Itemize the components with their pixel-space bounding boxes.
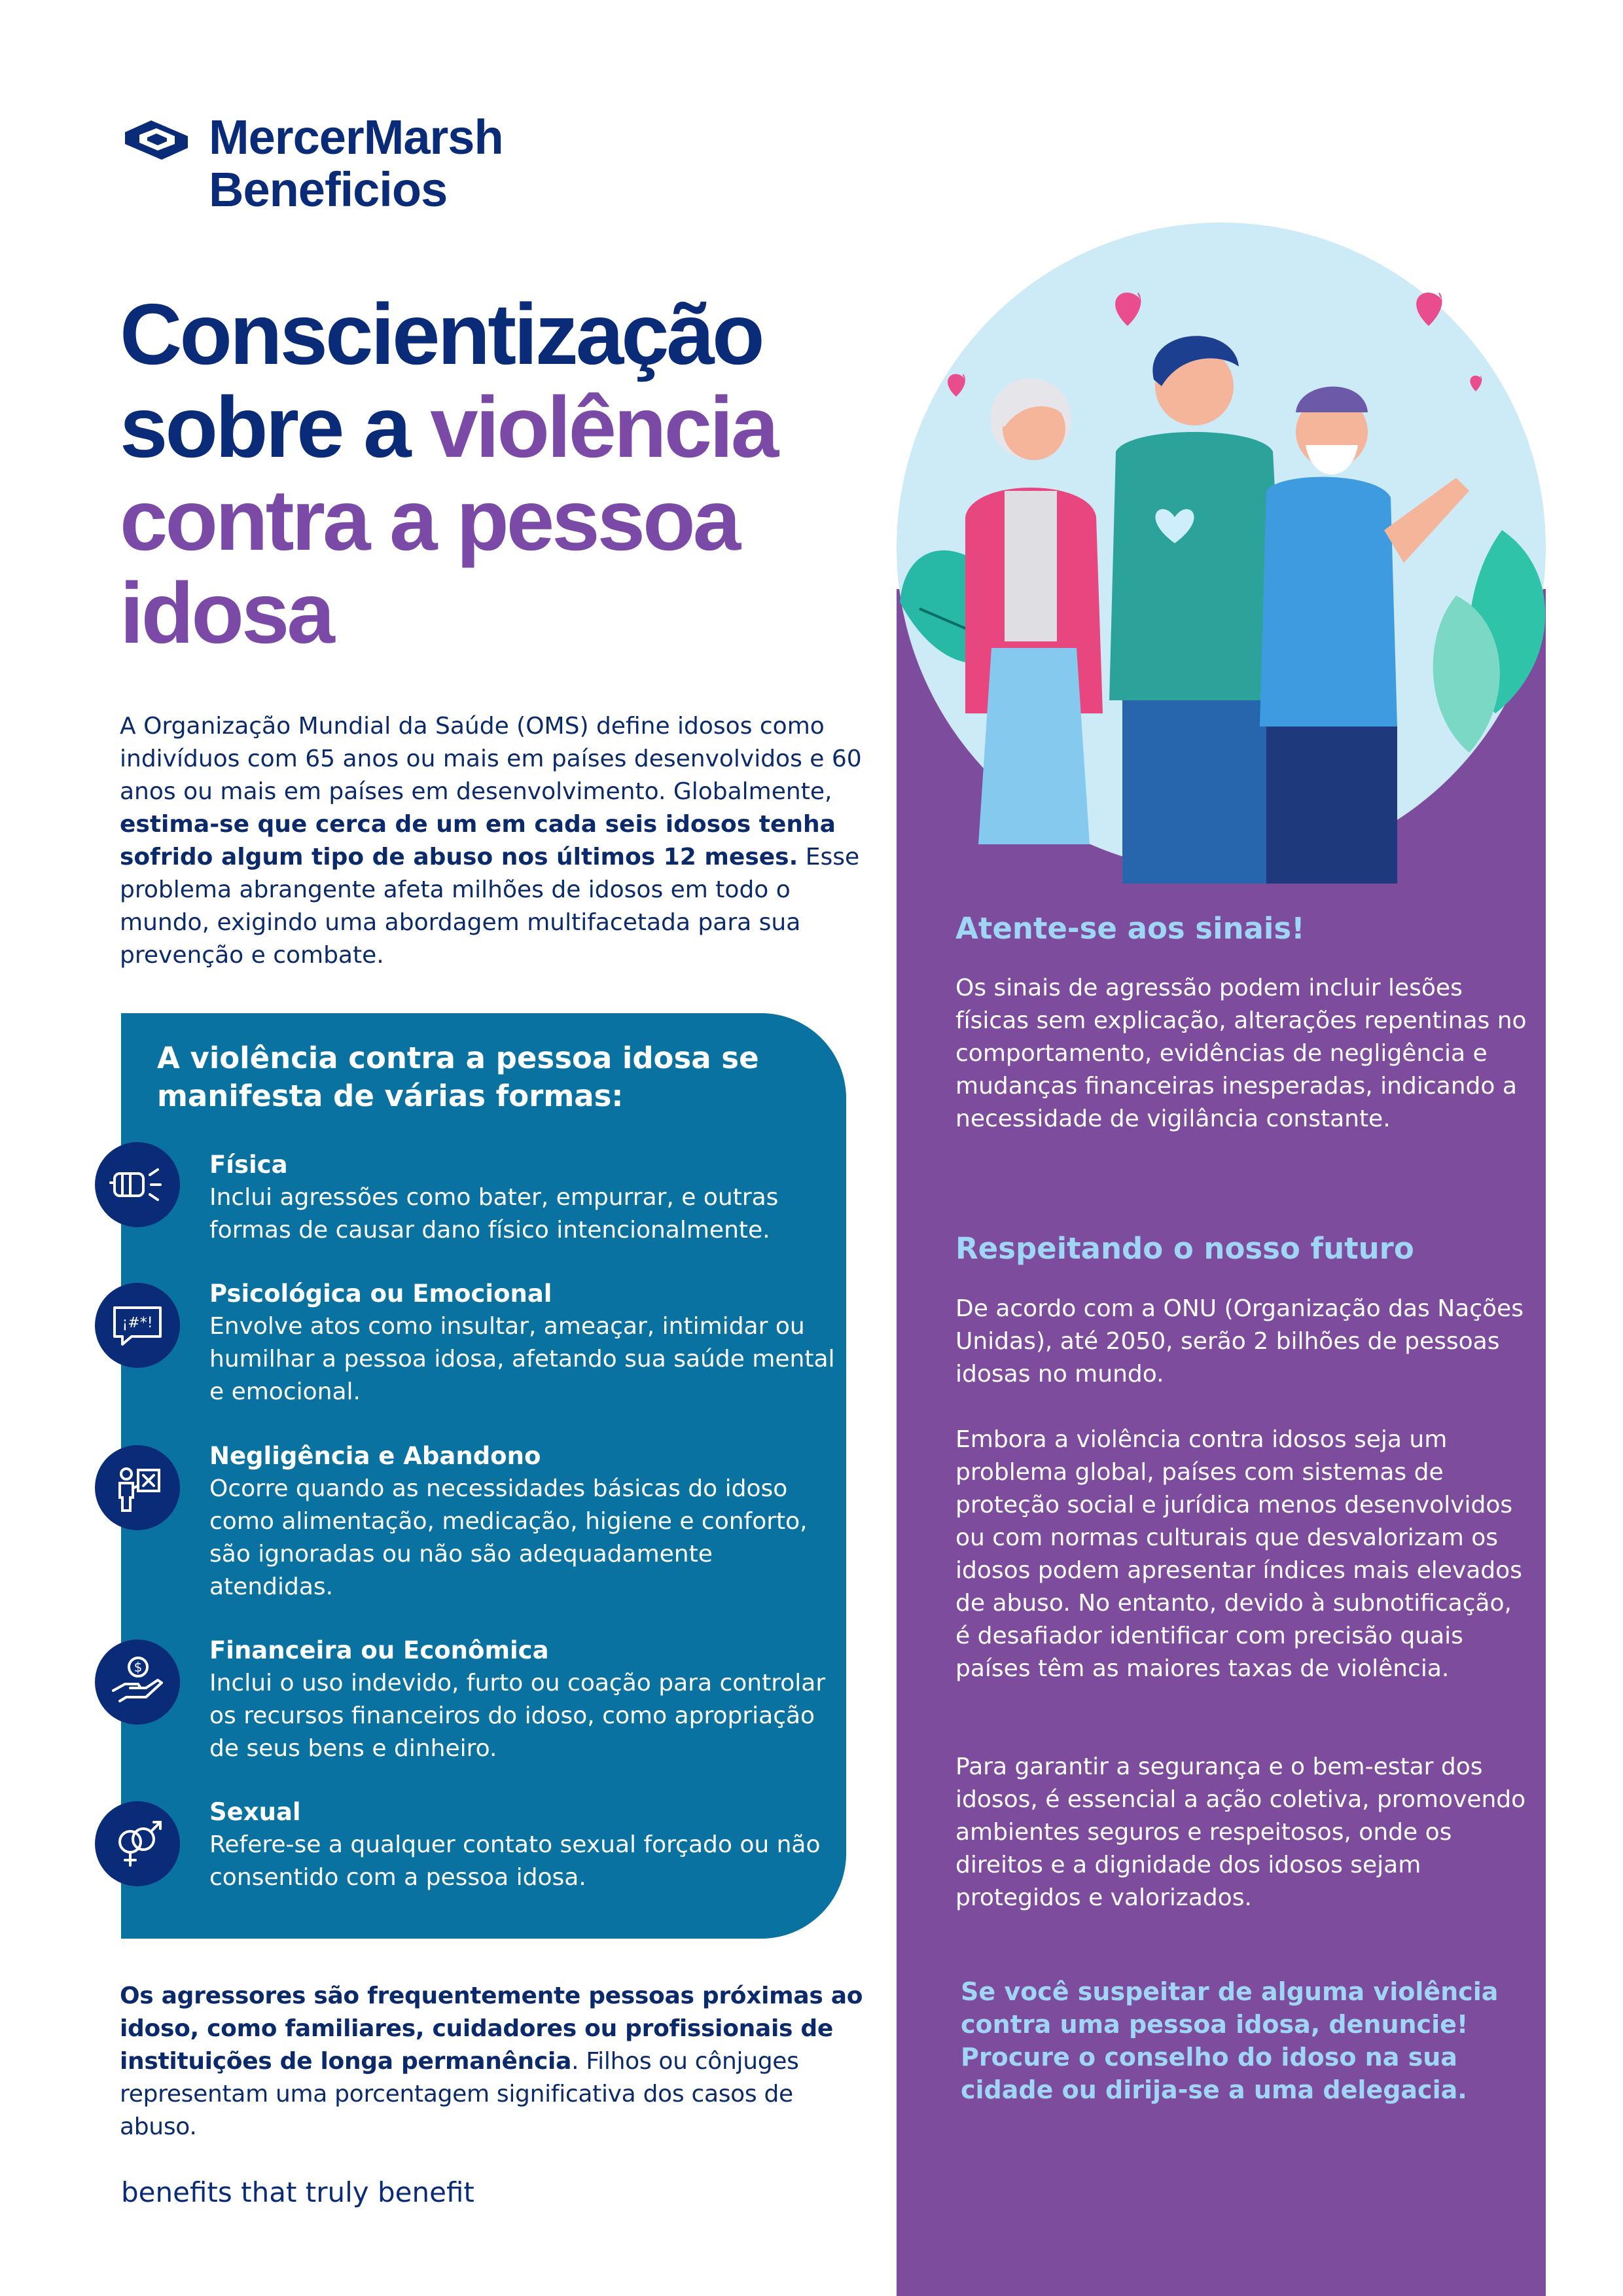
- form-title: Psicológica ou Emocional: [209, 1280, 552, 1308]
- title-line4: idosa: [120, 565, 332, 661]
- intro-text-1: A Organização Mundial da Saúde (OMS) define idosos como indivíduos com 65 anos ou mais em países desenvolvidos e 60 anos ou mais em países em desenvolvimento. Globalmente,: [120, 713, 862, 805]
- form-fisica: [209, 1149, 838, 1247]
- future-paragraph-3: Para garantir a segurança e o bem-estar dos idosos, é essencial a ação coletiva, promovendo ambientes seguros e respeitosos, onde os direitos e a dignidade dos idosos sejam protegidos e valorizados.: [955, 1753, 1526, 1911]
- report-call-to-action: Se você suspeitar de alguma violência contra uma pessoa idosa, denuncie! Procure o conselho do idoso na sua cidade ou dirija-se a uma delegacia.: [961, 1977, 1499, 2104]
- brand-tagline: benefits that truly benefit: [121, 2176, 474, 2208]
- punch-icon: [95, 1142, 180, 1227]
- form-title: Financeira ou Econômica: [209, 1636, 549, 1664]
- form-sexual: [209, 1796, 838, 1894]
- svg-text:$: $: [134, 1659, 143, 1675]
- signs-text: Os sinais de agressão podem incluir lesões físicas sem explicação, alterações repentinas no comportamento, evidências de negligência e mudanças financeiras inesperadas, indicando a necessidade de vigilância constante.: [955, 975, 1527, 1132]
- brand-name-line1: MercerMarsh: [209, 110, 503, 164]
- title-line3: contra a pessoa: [120, 472, 739, 568]
- mercer-marsh-logo-icon: [120, 117, 193, 164]
- aggressors-note: [120, 1980, 872, 2144]
- form-description: Ocorre quando as necessidades básicas do idoso como alimentação, medicação, higiene e conforto, são ignoradas ou não são adequadamente atendidas.: [209, 1475, 808, 1600]
- form-title: Física: [209, 1151, 288, 1179]
- form-description: Inclui o uso indevido, furto ou coação para controlar os recursos financeiros do idoso, como apropriação de seus bens e dinheiro.: [209, 1670, 826, 1762]
- elderly-family-illustration: [880, 255, 1562, 884]
- intro-highlight: estima-se que cerca de um em cada seis idosos tenha sofrido algum tipo de abuso nos últimos 12 meses.: [120, 811, 836, 870]
- intro-text-2: Esse problema abrangente afeta milhões de idosos em todo o mundo, exigindo uma abordagem multifacetada para sua prevenção e combate.: [120, 844, 860, 969]
- future-paragraph-2: Embora a violência contra idosos seja um problema global, países com sistemas de proteção social e jurídica menos desenvolvidos ou com normas culturais que desvalorizam os idosos podem apresentar índices mais elevados de abuso. No entanto, devido à subnotificação, é desafiador identificar com precisão quais países têm as maiores taxas de violência.: [955, 1426, 1522, 1682]
- brand-logo: [120, 111, 503, 216]
- form-negligencia: [209, 1440, 838, 1604]
- cursing-speech-icon: [95, 1283, 180, 1368]
- aggressors-note-rest: . Filhos ou cônjuges representam uma porcentagem significativa dos casos de abuso.: [120, 2048, 799, 2140]
- intro-paragraph: [120, 710, 872, 972]
- form-description: Envolve atos como insultar, ameaçar, intimidar ou humilhar a pessoa idosa, afetando sua saúde mental e emocional.: [209, 1313, 835, 1405]
- form-title: Sexual: [209, 1798, 301, 1826]
- title-highlight: violência: [430, 379, 777, 475]
- svg-text:¡#*!: ¡#*!: [122, 1315, 153, 1331]
- form-description: Inclui agressões como bater, empurrar, e outras formas de causar dano físico intencionalmente.: [209, 1184, 779, 1244]
- page-title: [120, 288, 866, 660]
- form-psicologica: [209, 1278, 838, 1408]
- title-line2: [120, 381, 866, 474]
- title-line1: Conscientização: [120, 286, 762, 382]
- aggressors-note-bold: Os agressores são frequentemente pessoas próximas ao idoso, como familiares, cuidadores ou profissionais de instituições de longa permanência: [120, 1982, 863, 2075]
- money-hand-icon: [95, 1640, 180, 1725]
- violence-forms-title: A violência contra a pessoa idosa se manifesta de várias formas:: [157, 1041, 759, 1113]
- form-financeira: [209, 1634, 838, 1765]
- form-title: Negligência e Abandono: [209, 1442, 541, 1470]
- signs-title: Atente-se aos sinais!: [955, 911, 1305, 946]
- neglect-person-icon: [95, 1445, 180, 1530]
- future-title: Respeitando o nosso futuro: [955, 1231, 1414, 1266]
- form-description: Refere-se a qualquer contato sexual forçado ou não consentido com a pessoa idosa.: [209, 1831, 821, 1891]
- gender-symbols-icon: [95, 1801, 180, 1886]
- title-line2-start: sobre a: [120, 379, 431, 475]
- future-paragraph-1: De acordo com a ONU (Organização das Nações Unidas), até 2050, serão 2 bilhões de pessoas idosas no mundo.: [955, 1295, 1524, 1388]
- brand-name-line2: Beneficios: [209, 162, 448, 217]
